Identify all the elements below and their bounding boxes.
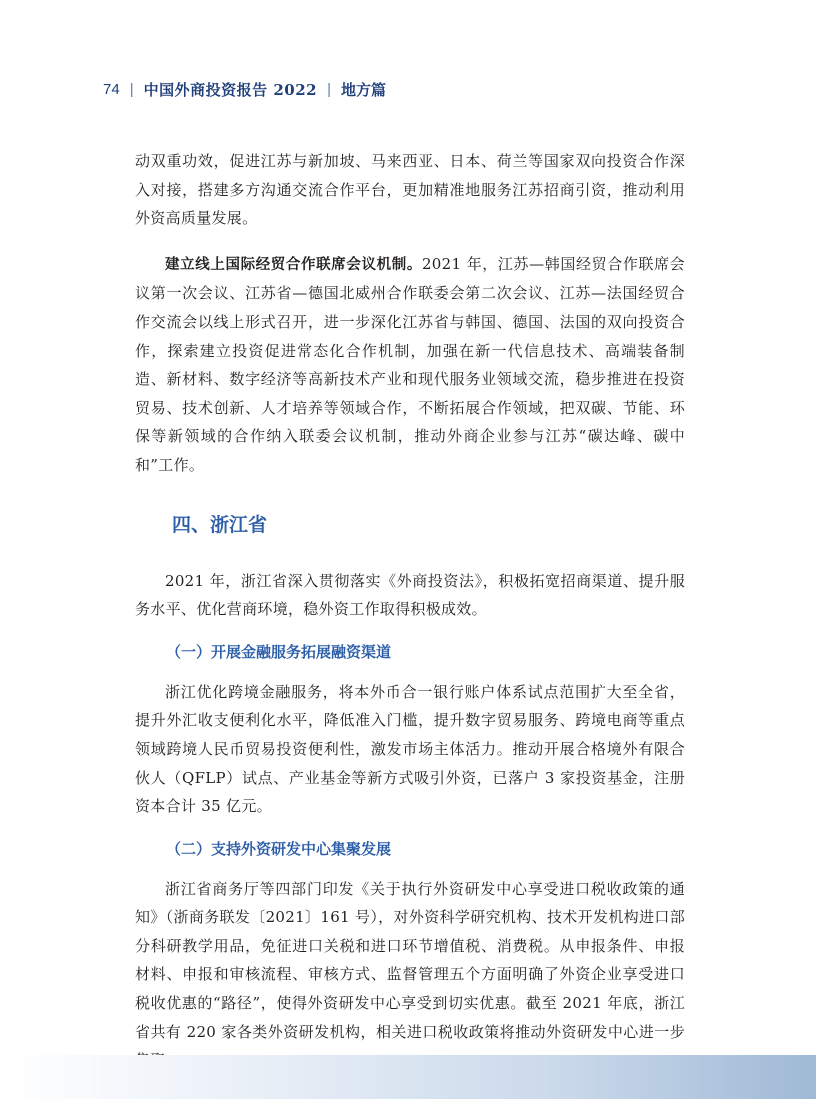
- page-number: 74: [103, 80, 120, 98]
- paragraph-online-meeting: [135, 250, 685, 480]
- paragraph-lead-in: 建立线上国际经贸合作联席会议机制。: [165, 256, 422, 273]
- footer-gradient-band: [0, 1055, 816, 1099]
- header-separator-2: |: [327, 80, 331, 98]
- paragraph-finance: 浙江优化跨境金融服务，将本外币合一银行账户体系试点范围扩大至全省，提升外汇收支便利化水平，降低准入门槛，提升数字贸易服务、跨境电商等重点领域跨境人民币贸易投资便利性，激发市场主体活力。推动开展合格境外有限合伙人（QFLP）试点、产业基金等新方式吸引外资，已落户 3 家投资基金，注册资本合计 35 亿元。: [135, 682, 685, 816]
- subheading-rnd: （二）支持外资研发中心集聚发展: [166, 839, 392, 858]
- paragraph-zhejiang-intro: 2021 年，浙江省深入贯彻落实《外商投资法》，积极拓宽招商渠道、提升服务水平、优化营商环境，稳外资工作取得积极成效。: [135, 571, 685, 619]
- page-body: [135, 147, 685, 1075]
- subheading-finance: （一）开展金融服务拓展融资渠道: [166, 642, 392, 661]
- section-heading-zhejiang: 四、浙江省: [172, 513, 268, 536]
- book-title: 中国外商投资报告 2022: [143, 80, 318, 99]
- section-name: 地方篇: [340, 80, 386, 99]
- running-header: [103, 78, 386, 100]
- header-separator: |: [129, 80, 134, 98]
- paragraph-rnd: 浙江省商务厅等四部门印发《关于执行外资研发中心享受进口税收政策的通知》（浙商务联发〔2021〕161 号），对外资科学研究机构、技术开发机构进口部分科研教学用品，免征进口关税和进口环节增值税、消费税。从申报条件、申报材料、申报和审核流程、审核方式、监督管理五个方面明确了外资企业享受进口税收优惠的“路径”，使得外资研发中心享受到切实优惠。截至 2021 年底，浙江省共有 220 家各类外资研发机构，相关进口税收政策将推动外资研发中心进一步: [135, 879, 685, 1041]
- paragraph-continued: 动双重功效，促进江苏与新加坡、马来西亚、日本、荷兰等国家双向投资合作深入对接，搭建多方沟通交流合作平台，更加精准地服务江苏招商引资，推动利用外资高质量发展。: [135, 152, 685, 228]
- paragraph-body: 2021 年，江苏—韩国经贸合作联席会议第一次会议、江苏省—德国北威州合作联委会第二次会议、江苏—法国经贸合作交流会以线上形式召开，进一步深化江苏省与韩国、德国、法国的双向投资合作，探索建立投资促进常态化合作机制，加强在新一代信息技术、高端装备制造、新材料、数字经济等高新技术产业和现代服务业领域交流，稳步推进在投资贸易、技术创新、人才培养等领域合作，不断拓展合作领域，把双碳、节能、环保等新领域的合作纳入联委会议机制，推动外商企业参与江苏“碳达峰、碳中和”工作。: [135, 254, 685, 474]
